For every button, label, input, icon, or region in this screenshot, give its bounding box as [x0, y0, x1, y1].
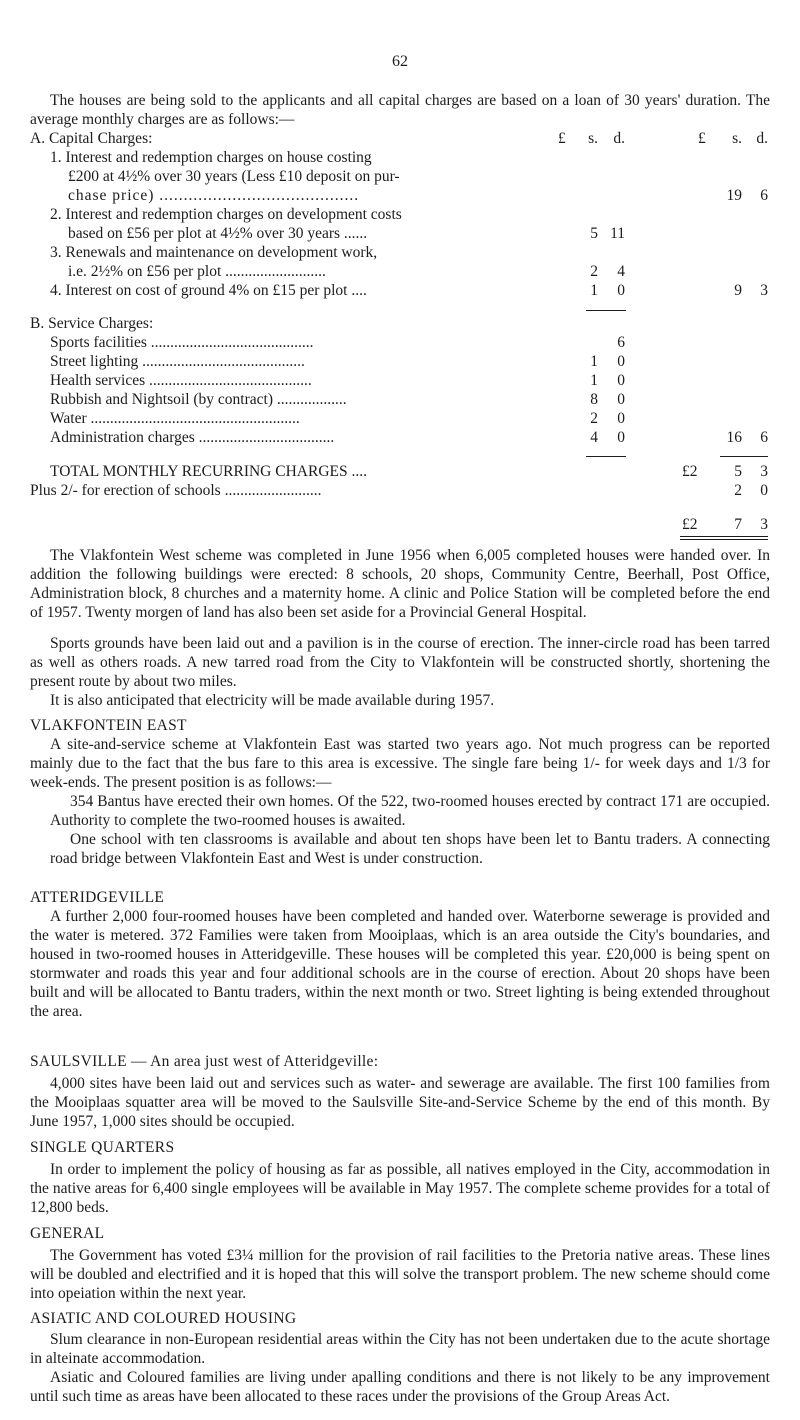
item2-pence: 11	[610, 225, 625, 242]
item1-shillings: 19	[726, 187, 742, 204]
item4-pence: 0	[617, 282, 625, 299]
rule-capital-column	[586, 310, 626, 311]
service-item: Sports facilities .......................................... 6	[50, 334, 625, 351]
service-heading: B. Service Charges:	[30, 315, 154, 332]
intro-paragraph: The houses are being sold to the applicants and all capital charges are based on a loan of 30 years' duration. The average monthly charges are as follows:—	[30, 92, 770, 128]
paragraph: It is also anticipated that electricity will be made available during 1957.	[50, 692, 495, 709]
service-item: Water ...................................................... 2 0	[50, 410, 625, 427]
paragraph: Asiatic and Coloured families are living under apalling conditions and there is not likely to be any improvement until such time as areas have been allocated to these races under the provisions of the Group Areas Act.	[30, 1369, 770, 1405]
total-recurring-row: TOTAL MONTHLY RECURRING CHARGES .... £2 5 3	[50, 463, 768, 480]
capital-heading-row	[30, 129, 770, 148]
item3-pence: 4	[617, 263, 625, 280]
paragraph: A site-and-service scheme at Vlakfontein East was started two years ago. Not much progress can be reported mainly due to the fact that the bus fare to this area is excessive. The single fare being 1/- for week days and 1/3 for week-ends. The present position is as follows:—	[30, 736, 770, 791]
grand-total-row	[30, 515, 770, 534]
paragraph: A further 2,000 four-roomed houses have been completed and handed over. Waterborne sewerage is provided and the water is metered. 372 Families were taken from Mooiplaas, which is an area outside the City's boundaries, and housed in two-roomed houses in Atteridgeville. These houses will be completed this year. £20,000 is being spent on stormwater and roads this year and four additional schools are in the course of erection. About 20 shops have been built and will be allocated to Bantu traders, within the next month or two. Street lighting is being extended throughout the area.	[30, 908, 770, 1020]
col-pence-1: d.	[613, 130, 625, 147]
service-item: Administration charges ................................... 4 0 16 6	[50, 429, 768, 446]
col-pence-2: d.	[756, 130, 768, 147]
item3-shillings: 2	[590, 263, 598, 280]
col-pound-1: £	[558, 130, 566, 147]
total-recurring-label: TOTAL MONTHLY RECURRING CHARGES ....	[50, 463, 367, 480]
single-quarters-section	[30, 1160, 770, 1217]
col-pound-2: £	[698, 130, 706, 147]
capital-item-3-line-2: i.e. 2½% on £56 per plot .......................... 2 4	[68, 263, 625, 280]
item1-pence: 6	[760, 187, 768, 204]
col-shillings-2: s.	[732, 130, 742, 147]
capital-heading: A. Capital Charges:	[30, 130, 153, 147]
capital-item-2-line-1: 2. Interest and redemption charges on development costs	[50, 206, 402, 223]
capital-item-4: 4. Interest on cost of ground 4% on £15 per plot .... 1 0 9 3	[50, 282, 768, 299]
capital-item-1-line-2: £200 at 4½% over 30 years (Less £10 deposit on pur-	[68, 168, 400, 185]
service-subtotal-shillings: 16	[726, 429, 742, 446]
item4-shillings: 1	[590, 282, 598, 299]
capital-item-1-line-1: 1. Interest and redemption charges on house costing	[50, 149, 372, 166]
service-item: Rubbish and Nightsoil (by contract) .................. 8 0	[50, 391, 625, 408]
capital-item-3-line-1: 3. Renewals and maintenance on development work,	[50, 244, 378, 261]
capital-subtotal-pence: 3	[760, 282, 768, 299]
paragraph: 354 Bantus have erected their own homes. Of the 522, two-roomed houses erected by contract 171 are occupied. Authority to complete the two-roomed houses is awaited.	[50, 793, 770, 829]
section-heading-atteridgeville: ATTERIDGEVILLE	[30, 889, 165, 906]
page-number: 62	[392, 53, 408, 70]
section-heading-vlakfontein-east: VLAKFONTEIN EAST	[30, 717, 187, 734]
service-heading-row	[30, 314, 770, 333]
item2-shillings: 5	[590, 225, 598, 242]
service-item: Street lighting .......................................... 1 0	[50, 353, 625, 370]
paragraph: The Government has voted £3¼ million for the provision of rail facilities to the Pretoria native areas. These lines will be doubled and electrified and it is hoped that this will solve the transport problem. The new scheme should come into opeiation within the next year.	[30, 1247, 770, 1302]
paragraph: Slum clearance in non-European residential areas within the City has not been undertaken due to the acute shortage in alteinate accommodation.	[30, 1331, 770, 1367]
general-section	[30, 1246, 770, 1303]
capital-subtotal-shillings: 9	[734, 282, 742, 299]
grand-total-double-rule-2	[680, 539, 768, 540]
grand-total-pence: 3	[760, 516, 768, 533]
section-heading-saulsville: SAULSVILLE — An area just west of Atteridgeville:	[30, 1053, 379, 1070]
atteridgeville-section	[30, 907, 770, 1021]
grand-total-double-rule-1	[680, 536, 768, 537]
grand-total-pound: £2	[682, 516, 698, 533]
schools-row: Plus 2/- for erection of schools ......................... 2 0	[30, 482, 768, 499]
paragraph: 4,000 sites have been laid out and services such as water- and sewerage are available. The first 100 families from the Mooiplaas squatter area will be moved to the Saulsville Site-and-Service Scheme by the end of this month. By June 1957, 1,000 sites should be occupied.	[30, 1075, 770, 1130]
rule-total-column	[720, 456, 768, 457]
schools-label: Plus 2/- for erection of schools .........................	[30, 482, 322, 499]
service-item: Health services .......................................... 1 0	[50, 372, 625, 389]
rule-service-column	[586, 456, 626, 457]
capital-item-2-line-2: based on £56 per plot at 4½% over 30 years ...... 5 11	[68, 225, 625, 242]
vlakfontein-west-section	[30, 546, 770, 710]
section-heading-general: GENERAL	[30, 1225, 105, 1242]
vlakfontein-east-section	[30, 735, 770, 868]
asiatic-coloured-section	[30, 1330, 770, 1406]
paragraph: The Vlakfontein West scheme was completed in June 1956 when 6,005 completed houses were handed over. In addition the following buildings were erected: 8 schools, 20 shops, Community Centre, Beerhall, Post Office, Administration block, 8 churches and a maternity home. A clinic and Police Station will be completed before the end of 1957. Twenty morgen of land has also been set aside for a Provincial General Hospital.	[30, 547, 770, 621]
paragraph: In order to implement the policy of housing as far as possible, all natives employed in the City, accommodation in the native areas for 6,400 single employees will be available in May 1957. The complete scheme provides for a total of 12,800 beds.	[30, 1161, 770, 1216]
saulsville-section	[30, 1074, 770, 1131]
grand-total-shillings: 7	[734, 516, 742, 533]
section-heading-single-quarters: SINGLE QUARTERS	[30, 1139, 175, 1156]
paragraph: Sports grounds have been laid out and a pavilion is in the course of erection. The inner-circle road has been tarred as well as others roads. A new tarred road from the City to Vlakfontein will be constructed shortly, shortening the present route by about two miles.	[30, 635, 770, 690]
section-heading-asiatic-coloured: ASIATIC AND COLOURED HOUSING	[30, 1310, 297, 1327]
capital-item-1-line-3: chase price) ......................................... 19 6	[68, 187, 768, 204]
col-shillings-1: s.	[588, 130, 598, 147]
paragraph: One school with ten classrooms is available and about ten shops have been let to Bantu traders. A connecting road bridge between Vlakfontein East and West is under construction.	[50, 831, 770, 867]
service-subtotal-pence: 6	[760, 429, 768, 446]
